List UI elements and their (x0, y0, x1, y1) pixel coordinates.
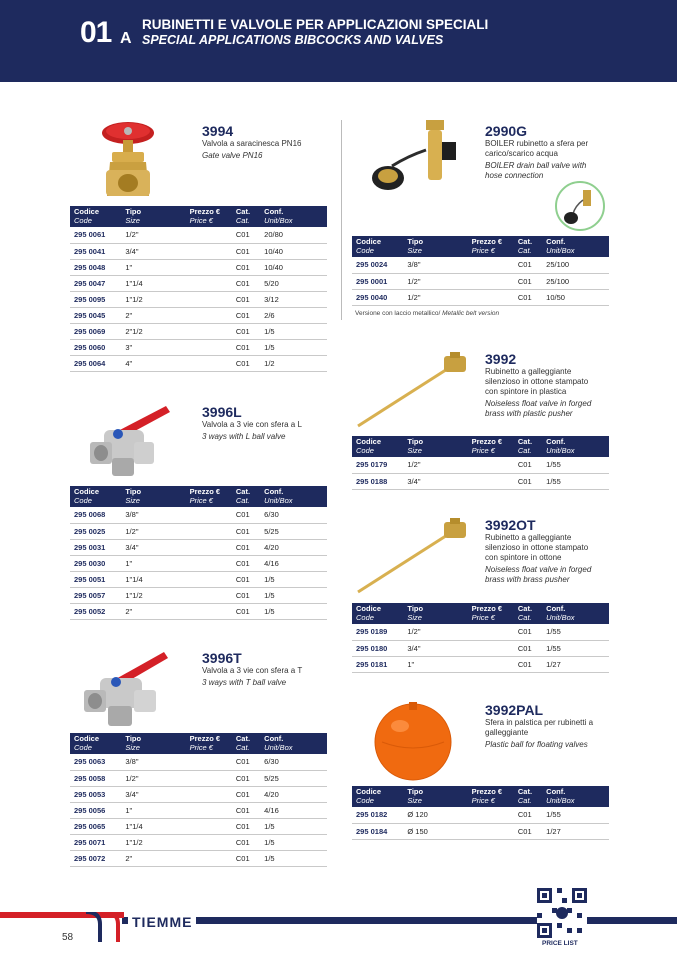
cell-price (186, 507, 232, 523)
cell-size: 2" (121, 307, 185, 323)
cell-cat: C01 (232, 355, 260, 371)
table-row (70, 539, 327, 555)
table-row (70, 259, 327, 275)
product-desc-it: Valvola a 3 vie con sfera a T (202, 666, 303, 675)
cell-code: 295 0181 (352, 656, 403, 672)
cell-box: 4/16 (260, 555, 327, 571)
cell-box: 5/25 (260, 523, 327, 539)
column-header-type: Tipo Size (403, 236, 467, 257)
table-row (352, 823, 609, 839)
table-3994 (70, 206, 327, 372)
cell-cat: C01 (514, 640, 542, 656)
cell-size: 1"1/2 (121, 291, 185, 307)
column-header-type: Tipo Size (121, 486, 185, 507)
table-row (70, 555, 327, 571)
table-2990G (352, 236, 609, 306)
cell-box: 20/80 (260, 227, 327, 243)
cell-box: 1/5 (260, 587, 327, 603)
table-row (70, 786, 327, 802)
cell-code: 295 0180 (352, 640, 403, 656)
product-desc-it: Valvola a 3 vie con sfera a L (202, 420, 302, 429)
float-valve-image (352, 352, 472, 432)
cell-code: 295 0041 (70, 243, 121, 259)
cell-box: 6/30 (260, 507, 327, 523)
column-header-code: Codice Code (352, 786, 403, 807)
cell-cat: C01 (232, 291, 260, 307)
cell-price (186, 587, 232, 603)
cell-code: 295 0048 (70, 259, 121, 275)
cell-cat: C01 (232, 770, 260, 786)
cell-size: 1/2" (403, 457, 467, 473)
column-header-box: Conf. Unit/Box (260, 206, 327, 227)
cell-code: 295 0045 (70, 307, 121, 323)
cell-size: 3/8" (121, 507, 185, 523)
chapter-title-en: SPECIAL APPLICATIONS BIBCOCKS AND VALVES (142, 33, 444, 47)
column-header-code: Codice Code (70, 206, 121, 227)
cell-cat: C01 (514, 807, 542, 823)
column-header-price: Prezzo € Price € (468, 436, 514, 457)
note-en: Metallic belt version (442, 310, 500, 317)
product-code: 3996T (202, 650, 242, 666)
column-header-box: Conf. Unit/Box (542, 236, 609, 257)
cell-cat: C01 (232, 523, 260, 539)
product-desc-it: Sfera in palstica per rubinetti a galleggiante (485, 718, 594, 737)
cell-price (468, 273, 514, 289)
table-3996T (70, 733, 327, 867)
cell-price (186, 339, 232, 355)
cell-price (468, 289, 514, 305)
cell-code: 295 0189 (352, 624, 403, 640)
gate-valve-image (96, 118, 160, 206)
cell-code: 295 0058 (70, 770, 121, 786)
cell-price (186, 571, 232, 587)
cell-box: 1/5 (260, 339, 327, 355)
column-header-cat: Cat. Cat. (232, 206, 260, 227)
product-desc-it: BOILER rubinetto a sfera per carico/scarico acqua (485, 139, 589, 158)
cell-code: 295 0024 (352, 257, 403, 273)
column-header-cat: Cat. Cat. (514, 236, 542, 257)
product-code: 2990G (485, 123, 528, 139)
cell-price (186, 603, 232, 619)
plastic-ball-image (372, 700, 454, 782)
cell-size: 1"1/4 (121, 571, 185, 587)
cell-size: 1/2" (121, 227, 185, 243)
column-header-code: Codice Code (352, 436, 403, 457)
cell-box: 10/50 (542, 289, 609, 305)
column-header-code: Codice Code (70, 486, 121, 507)
cell-code: 295 0060 (70, 339, 121, 355)
cell-size: 3" (121, 339, 185, 355)
cell-size: 3/8" (403, 257, 467, 273)
product-3992 (485, 352, 603, 419)
cell-cat: C01 (232, 275, 260, 291)
product-desc-en: Noiseless float valve in forged brass with brass pusher (485, 565, 592, 584)
cell-cat: C01 (232, 555, 260, 571)
table-row (70, 243, 327, 259)
cell-cat: C01 (232, 786, 260, 802)
cell-size: 4" (121, 355, 185, 371)
cell-price (468, 807, 514, 823)
cell-size: 1/2" (121, 770, 185, 786)
cell-price (186, 307, 232, 323)
chapter-number: 01 (80, 16, 112, 49)
cell-price (468, 624, 514, 640)
column-header-cat: Cat. Cat. (232, 486, 260, 507)
table-row (70, 802, 327, 818)
product-desc-en: BOILER drain ball valve with hose connection (485, 161, 587, 180)
cell-price (186, 259, 232, 275)
cell-cat: C01 (232, 227, 260, 243)
cell-size: 1/2" (403, 624, 467, 640)
column-header-cat: Cat. Cat. (514, 436, 542, 457)
cell-size: 1"1/2 (121, 834, 185, 850)
cell-size: 1" (121, 555, 185, 571)
cell-box: 10/40 (260, 259, 327, 275)
cell-code: 295 0047 (70, 275, 121, 291)
note-it: Versione con laccio metallico/ (355, 310, 441, 317)
table-row (352, 807, 609, 823)
table-3992OT (352, 603, 609, 673)
cell-box: 1/5 (260, 323, 327, 339)
column-header-code: Codice Code (352, 603, 403, 624)
column-header-type: Tipo Size (121, 733, 185, 754)
table-row (352, 457, 609, 473)
cell-box: 1/27 (542, 823, 609, 839)
table-row (70, 850, 327, 866)
cell-code: 295 0025 (70, 523, 121, 539)
cell-code: 295 0179 (352, 457, 403, 473)
product-desc-it: Valvola a saracinesca PN16 (202, 139, 302, 148)
cell-cat: C01 (514, 656, 542, 672)
cell-size: 1"1/4 (121, 275, 185, 291)
cell-cat: C01 (514, 473, 542, 489)
cell-box: 10/40 (260, 243, 327, 259)
cell-size: 3/4" (121, 539, 185, 555)
column-header-type: Tipo Size (403, 786, 467, 807)
column-header-box: Conf. Unit/Box (260, 733, 327, 754)
float-valve-brass-image (352, 518, 472, 598)
column-header-cat: Cat. Cat. (232, 733, 260, 754)
cell-code: 295 0063 (70, 754, 121, 770)
cell-size: 1" (121, 259, 185, 275)
cell-code: 295 0184 (352, 823, 403, 839)
column-header-type: Tipo Size (403, 603, 467, 624)
column-header-price: Prezzo € Price € (186, 206, 232, 227)
cell-price (186, 243, 232, 259)
table-row (70, 818, 327, 834)
cell-code: 295 0040 (352, 289, 403, 305)
table-row (70, 603, 327, 619)
cell-box: 1/27 (542, 656, 609, 672)
cell-code: 295 0057 (70, 587, 121, 603)
product-3992PAL (485, 703, 603, 750)
cell-size: 3/8" (121, 754, 185, 770)
cell-code: 295 0182 (352, 807, 403, 823)
cell-box: 2/6 (260, 307, 327, 323)
cell-code: 295 0056 (70, 802, 121, 818)
cell-cat: C01 (232, 323, 260, 339)
cell-box: 6/30 (260, 754, 327, 770)
cell-price (468, 457, 514, 473)
cell-box: 1/5 (260, 818, 327, 834)
cell-cat: C01 (232, 603, 260, 619)
cell-cat: C01 (514, 823, 542, 839)
table-header (70, 206, 327, 227)
table-row (70, 291, 327, 307)
cell-cat: C01 (232, 259, 260, 275)
cell-code: 295 0030 (70, 555, 121, 571)
product-3996T (202, 651, 302, 688)
cell-price (186, 770, 232, 786)
cell-code: 295 0052 (70, 603, 121, 619)
cell-price (468, 640, 514, 656)
cell-code: 295 0001 (352, 273, 403, 289)
cell-code: 295 0051 (70, 571, 121, 587)
table-3992PAL (352, 786, 609, 840)
cell-code: 295 0071 (70, 834, 121, 850)
product-3992OT (485, 518, 603, 585)
table-header (352, 236, 609, 257)
column-header-box: Conf. Unit/Box (542, 786, 609, 807)
cell-size: 1"1/4 (121, 818, 185, 834)
table-row (70, 227, 327, 243)
cell-code: 295 0095 (70, 291, 121, 307)
cell-box: 1/55 (542, 457, 609, 473)
table-row (70, 834, 327, 850)
table-row (352, 473, 609, 489)
product-desc-en: 3 ways with L ball valve (202, 432, 286, 441)
column-header-price: Prezzo € Price € (186, 733, 232, 754)
cell-cat: C01 (232, 587, 260, 603)
table-header (352, 603, 609, 624)
cell-cat: C01 (232, 571, 260, 587)
cell-code: 295 0069 (70, 323, 121, 339)
cell-price (186, 754, 232, 770)
table-header (352, 786, 609, 807)
cell-price (186, 227, 232, 243)
cell-cat: C01 (232, 339, 260, 355)
cell-price (186, 786, 232, 802)
product-desc-en: 3 ways with T ball valve (202, 678, 287, 687)
table-row (352, 273, 609, 289)
cell-price (186, 523, 232, 539)
table-row (70, 507, 327, 523)
table-header (352, 436, 609, 457)
product-code: 3994 (202, 123, 234, 139)
cell-code: 295 0031 (70, 539, 121, 555)
cell-cat: C01 (232, 507, 260, 523)
cell-cat: C01 (232, 818, 260, 834)
cell-box: 1/5 (260, 571, 327, 587)
l-ball-valve-image (86, 400, 176, 480)
cell-price (468, 823, 514, 839)
cell-size: 1" (121, 802, 185, 818)
cell-box: 4/16 (260, 802, 327, 818)
column-header-box: Conf. Unit/Box (542, 603, 609, 624)
cell-box: 5/25 (260, 770, 327, 786)
column-header-price: Prezzo € Price € (468, 236, 514, 257)
column-header-code: Codice Code (352, 236, 403, 257)
cell-price (186, 323, 232, 339)
table-3992 (352, 436, 609, 490)
cell-size: Ø 120 (403, 807, 467, 823)
cell-size: 1"1/2 (121, 587, 185, 603)
cell-cat: C01 (514, 289, 542, 305)
column-divider (341, 120, 342, 320)
table-row (352, 624, 609, 640)
cell-size: 2" (121, 603, 185, 619)
product-desc-en: Noiseless float valve in forged brass with plastic pusher (485, 399, 592, 418)
product-3996L (202, 405, 302, 442)
cell-cat: C01 (232, 850, 260, 866)
t-ball-valve-image (80, 646, 174, 730)
table-row (70, 754, 327, 770)
qr-code[interactable] (537, 888, 587, 938)
cell-box: 25/100 (542, 257, 609, 273)
table-row (70, 339, 327, 355)
cell-cat: C01 (232, 834, 260, 850)
cell-box: 4/20 (260, 786, 327, 802)
cell-price (186, 291, 232, 307)
column-header-type: Tipo Size (403, 436, 467, 457)
cell-price (468, 473, 514, 489)
table-row (70, 770, 327, 786)
product-desc-it: Rubinetto a galleggiante silenzioso in ottone stampato con spintore in plastica (485, 367, 589, 396)
chapter-suffix: A (120, 30, 132, 47)
cell-box: 1/5 (260, 850, 327, 866)
cell-box: 1/5 (260, 834, 327, 850)
cell-box: 5/20 (260, 275, 327, 291)
cell-code: 295 0053 (70, 786, 121, 802)
cell-box: 1/55 (542, 807, 609, 823)
table-header (70, 486, 327, 507)
cell-code: 295 0061 (70, 227, 121, 243)
cell-cat: C01 (232, 754, 260, 770)
cell-size: 1" (403, 656, 467, 672)
cell-cat: C01 (514, 273, 542, 289)
cell-box: 1/55 (542, 640, 609, 656)
product-desc-it: Rubinetto a galleggiante silenzioso in ottone stampato con spintore in ottone (485, 533, 589, 562)
cell-size: 3/4" (121, 786, 185, 802)
boiler-drain-valve-image (368, 116, 460, 194)
cell-size: 1/2" (121, 523, 185, 539)
brand-logo: TIEMME (128, 914, 196, 930)
table-row (70, 307, 327, 323)
cell-box: 4/20 (260, 539, 327, 555)
cell-price (186, 555, 232, 571)
product-3994 (202, 124, 301, 161)
cell-cat: C01 (232, 802, 260, 818)
cell-price (468, 656, 514, 672)
product-note (355, 310, 499, 317)
table-row (352, 289, 609, 305)
table-header (70, 733, 327, 754)
cell-price (186, 818, 232, 834)
column-header-type: Tipo Size (121, 206, 185, 227)
cell-code: 295 0072 (70, 850, 121, 866)
table-row (352, 640, 609, 656)
cell-price (186, 275, 232, 291)
table-row (70, 571, 327, 587)
product-code: 3992PAL (485, 702, 544, 718)
cell-cat: C01 (514, 457, 542, 473)
table-row (70, 587, 327, 603)
cell-code: 295 0188 (352, 473, 403, 489)
cell-cat: C01 (232, 539, 260, 555)
cell-size: 1/2" (403, 273, 467, 289)
page-header (0, 0, 677, 82)
product-desc-en: Plastic ball for floating valves (485, 740, 588, 749)
cell-price (468, 257, 514, 273)
product-code: 3992OT (485, 517, 536, 533)
cell-size: 3/4" (121, 243, 185, 259)
column-header-code: Codice Code (70, 733, 121, 754)
cell-code: 295 0065 (70, 818, 121, 834)
column-header-box: Conf. Unit/Box (542, 436, 609, 457)
cell-size: 1/2" (403, 289, 467, 305)
cell-price (186, 355, 232, 371)
cell-cat: C01 (514, 624, 542, 640)
cell-size: Ø 150 (403, 823, 467, 839)
cell-box: 1/5 (260, 603, 327, 619)
column-header-price: Prezzo € Price € (186, 486, 232, 507)
column-header-cat: Cat. Cat. (514, 786, 542, 807)
product-desc-en: Gate valve PN16 (202, 151, 263, 160)
product-2990G (485, 124, 600, 181)
cell-price (186, 539, 232, 555)
cell-box: 1/2 (260, 355, 327, 371)
table-row (70, 323, 327, 339)
column-header-price: Prezzo € Price € (468, 786, 514, 807)
cell-price (186, 834, 232, 850)
column-header-price: Prezzo € Price € (468, 603, 514, 624)
cell-size: 2" (121, 850, 185, 866)
table-row (70, 275, 327, 291)
cell-code: 295 0068 (70, 507, 121, 523)
table-row (70, 355, 327, 371)
metallic-belt-image (553, 180, 607, 232)
cell-size: 3/4" (403, 473, 467, 489)
table-row (70, 523, 327, 539)
cell-price (186, 802, 232, 818)
product-code: 3992 (485, 351, 517, 367)
cell-size: 2"1/2 (121, 323, 185, 339)
column-header-cat: Cat. Cat. (514, 603, 542, 624)
cell-box: 3/12 (260, 291, 327, 307)
qr-label: PRICE LIST (542, 940, 578, 947)
cell-cat: C01 (514, 257, 542, 273)
page-number: 58 (62, 932, 74, 943)
cell-box: 25/100 (542, 273, 609, 289)
cell-cat: C01 (232, 243, 260, 259)
column-header-box: Conf. Unit/Box (260, 486, 327, 507)
cell-price (186, 850, 232, 866)
cell-code: 295 0064 (70, 355, 121, 371)
cell-box: 1/55 (542, 624, 609, 640)
cell-size: 3/4" (403, 640, 467, 656)
cell-box: 1/55 (542, 473, 609, 489)
table-row (352, 656, 609, 672)
cell-cat: C01 (232, 307, 260, 323)
chapter-title-it: RUBINETTI E VALVOLE PER APPLICAZIONI SPECIALI (142, 17, 489, 32)
table-3996L (70, 486, 327, 620)
table-row (352, 257, 609, 273)
product-code: 3996L (202, 404, 242, 420)
